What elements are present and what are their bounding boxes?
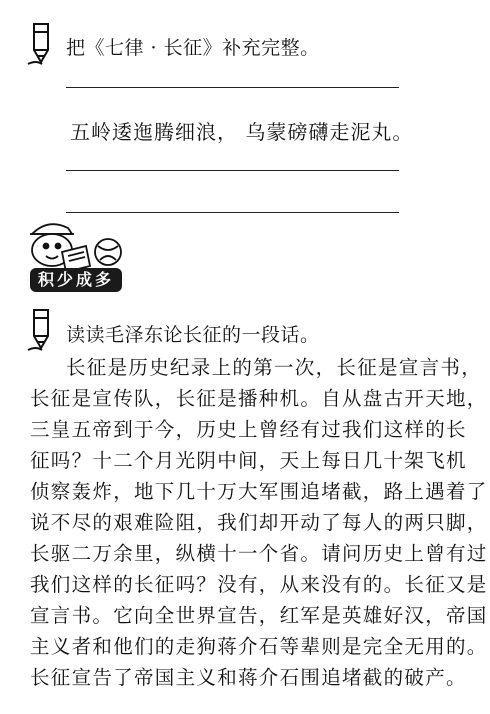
- instruction-text: 把《七律 · 长征》补充完整。: [66, 37, 320, 59]
- quote-line-9: 宣言书。它向全世界宣告，红军是英雄好汉，帝国: [30, 604, 488, 627]
- quote-line-1: 长征是历史纪录上的第一次，长征是宣言书，: [66, 356, 483, 379]
- pencil-icon: [26, 306, 56, 352]
- section-badge: 积少成多: [30, 268, 122, 292]
- quote-line-6: 说不尽的艰难险阻，我们却开动了每人的两只脚，: [30, 511, 488, 534]
- quote-line-5: 侦察轰炸，地下几十万大军围追堵截，路上遇着了: [30, 480, 488, 503]
- quote-line-3: 三皇五帝到于今，历史上曾经有过我们这样的长: [30, 418, 467, 441]
- answer-line-3: [66, 212, 399, 213]
- reading-instruction: 读读毛泽东论长征的一段话。: [66, 324, 320, 346]
- quote-line-2: 长征是宣传队，长征是播种机。自从盘古开天地，: [30, 387, 488, 410]
- quote-line-8: 我们这样的长征吗？没有，从来没有的。长征又是: [30, 573, 488, 596]
- poem-line: 五岭逶迤腾细浪， 乌蒙磅礴走泥丸。: [70, 120, 414, 144]
- answer-line-1: [66, 87, 399, 88]
- pencil-icon: [26, 20, 56, 66]
- quote-line-10: 主义者和他们的走狗蒋介石等辈则是完全无用的。: [30, 635, 488, 658]
- quote-line-7: 长驱二万余里，纵横十一个省。请问历史上曾有过: [30, 542, 488, 565]
- answer-line-2: [66, 170, 399, 171]
- quote-line-11: 长征宣告了帝国主义和蒋介石围追堵截的破产。: [30, 666, 467, 689]
- quote-line-4: 征吗？十二个月光阴中间，天上每日几十架飞机: [30, 449, 467, 472]
